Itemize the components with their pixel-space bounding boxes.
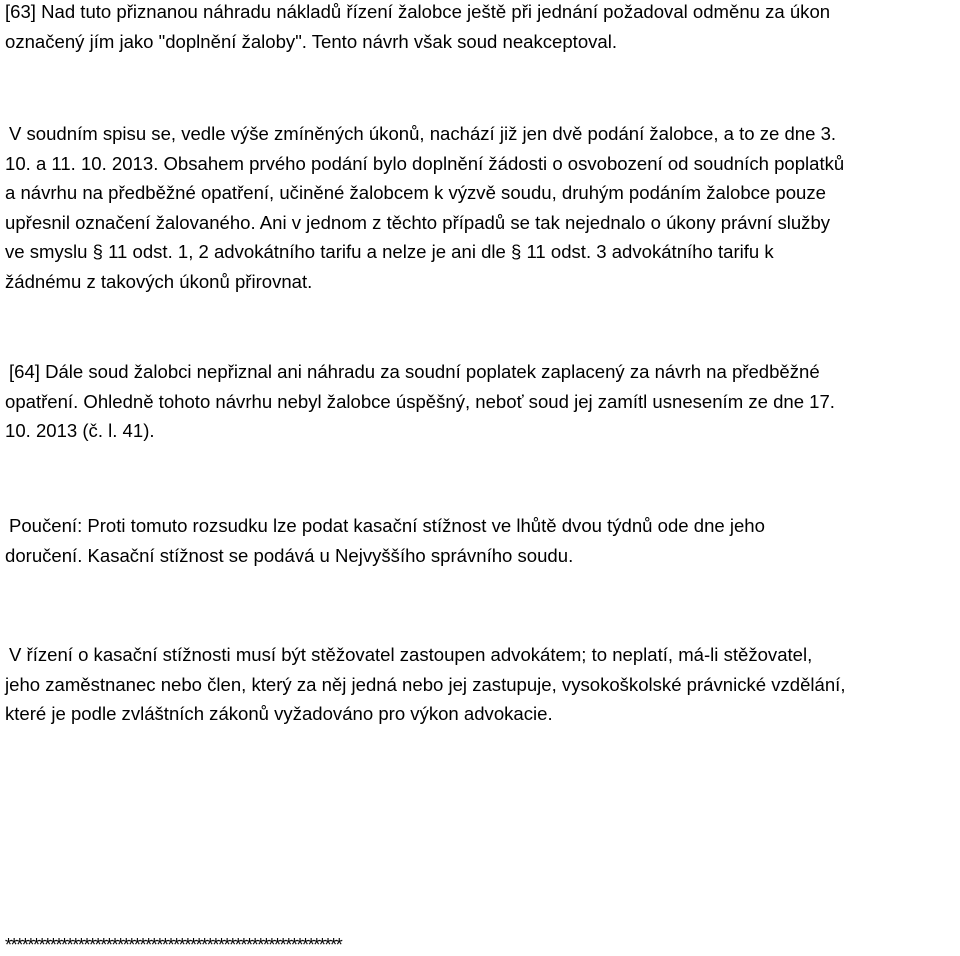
paragraph-line: V soudním spisu se, vedle výše zmíněných úkonů, nachází již jen dvě podání žalobce, a to ze dne 3. — [8, 123, 837, 144]
representation-paragraph — [5, 640, 955, 729]
paragraph-line: 10. a 11. 10. 2013. Obsahem prvého podání bylo doplnění žádosti o osvobození od soudních poplatků — [5, 152, 845, 174]
paragraph-63 — [5, 0, 955, 56]
paragraph-line: označený jím jako "doplnění žaloby". Tento návrh však soud neakceptoval. — [5, 30, 618, 52]
paragraph-line: opatření. Ohledně tohoto návrhu nebyl žalobce úspěšný, neboť soud jej zamítl usnesením ze dne 17. — [5, 390, 835, 412]
paragraph-line: a návrhu na předběžné opatření, učiněné žalobcem k výzvě soudu, druhým podáním žalobce pouze — [5, 182, 826, 203]
paragraph-line: žádnému z takových úkonů přirovnat. — [5, 270, 313, 292]
paragraph-64 — [5, 357, 955, 446]
paragraph-line: ve smyslu § 11 odst. 1, 2 advokátního tarifu a nelze je ani dle § 11 odst. 3 advokátního tarifu k — [5, 241, 774, 262]
asterisk-separator: ************************************************************ — [5, 935, 342, 955]
paragraph-line: doručení. Kasační stížnost se podává u Nejvyššího správního soudu. — [5, 544, 574, 566]
paragraph-line: které je podle zvláštních zákonů vyžadováno pro výkon advokacie. — [5, 703, 553, 724]
paragraph-submissions — [5, 119, 955, 296]
paragraph-line: upřesnil označení žalovaného. Ani v jednom z těchto případů se tak nejednalo o úkony právní služby — [5, 211, 831, 233]
paragraph-line: [63] Nad tuto přiznanou náhradu nákladů řízení žalobce ještě při jednání požadoval odměnu za úkon — [5, 1, 831, 22]
paragraph-line: [64] Dále soud žalobci nepřiznal ani náhradu za soudní poplatek zaplacený za návrh na předběžné — [8, 361, 820, 382]
paragraph-line: Poučení: Proti tomuto rozsudku lze podat kasační stížnost ve lhůtě dvou týdnů ode dne jeho — [8, 515, 765, 536]
paragraph-line: jeho zaměstnanec nebo člen, který za něj jedná nebo jej zastupuje, vysokoškolské právnické vzdělání, — [5, 673, 846, 695]
paragraph-line: 10. 2013 (č. l. 41). — [5, 420, 155, 441]
paragraph-line: V řízení o kasační stížnosti musí být stěžovatel zastoupen advokátem; to neplatí, má-li stěžovatel, — [8, 644, 813, 665]
instruction-paragraph — [5, 511, 955, 570]
